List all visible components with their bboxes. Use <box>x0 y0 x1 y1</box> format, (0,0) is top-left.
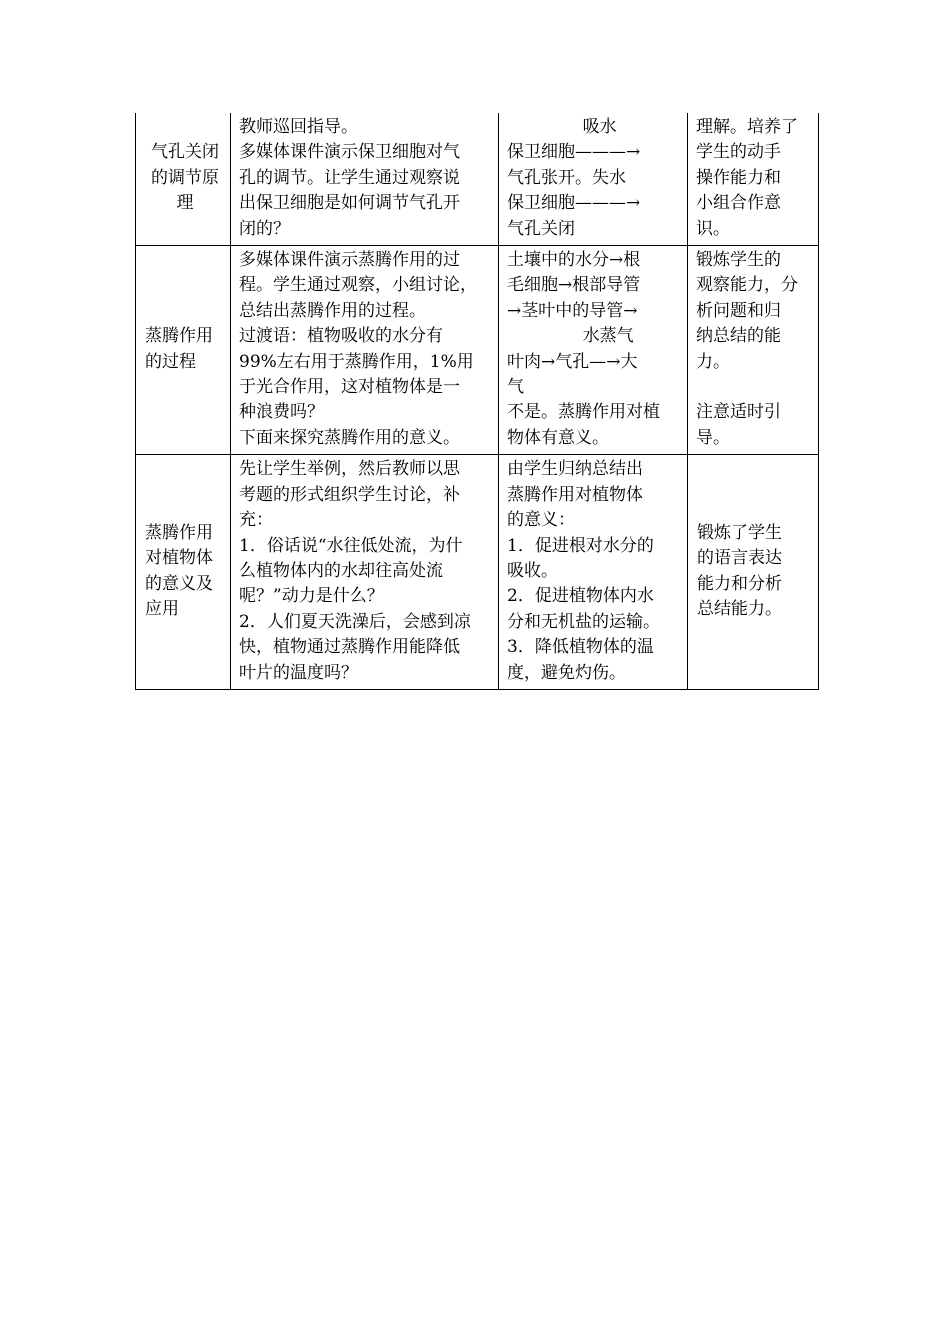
text-line: 分和无机盐的运输。 <box>507 611 660 632</box>
text-line: 操作能力和 <box>696 167 781 188</box>
topic-line: 应用 <box>145 599 179 620</box>
student-activity-cell <box>499 455 688 690</box>
text-line: 99%左右用于蒸腾作用，1%用 <box>239 351 474 372</box>
text-line: 气孔张开。失水 <box>507 167 626 188</box>
text-line: 力。 <box>696 351 730 372</box>
text-line: 土壤中的水分→根 <box>507 250 641 271</box>
text-line: 叶肉→气孔—→大 <box>507 351 638 372</box>
text-line: 气 <box>507 377 524 398</box>
text-line: 锻炼了学生 <box>697 522 782 543</box>
design-purpose-cell <box>688 455 819 690</box>
text-line: 出保卫细胞是如何调节气孔开 <box>239 193 460 214</box>
text-line: 气孔关闭 <box>507 218 575 239</box>
text-line: 识。 <box>696 218 730 239</box>
student-activity-cell <box>499 113 688 246</box>
topic-line: 对植物体 <box>145 548 213 569</box>
blank-line <box>696 375 813 400</box>
text-line: 闭的？ <box>239 218 290 239</box>
text-line: 1．俗话说“水往低处流，为什 <box>239 535 463 556</box>
text-line: 观察能力，分 <box>696 275 798 296</box>
text-line: 3．降低植物体的温 <box>507 637 654 658</box>
text-line: 度，避免灼伤。 <box>507 662 626 683</box>
text-line: 学生的动手 <box>696 142 781 163</box>
text-line: 导。 <box>696 427 730 448</box>
topic-line: 的意义及 <box>145 573 213 594</box>
lesson-plan-table <box>135 113 819 690</box>
text-line: 由学生归纳总结出 <box>507 459 643 480</box>
text-line: 教师巡回指导。 <box>239 117 358 137</box>
text-line: 保卫细胞———→ <box>507 142 641 163</box>
text-line: 快，植物通过蒸腾作用能降低 <box>239 637 460 658</box>
table-row <box>136 246 819 455</box>
topic-line: 蒸腾作用 <box>145 326 213 347</box>
text-line: 物体有意义。 <box>507 427 609 448</box>
text-line: 吸收。 <box>507 560 558 581</box>
text-line: 不是。蒸腾作用对植 <box>507 402 660 423</box>
teacher-activity-cell <box>231 455 499 690</box>
design-purpose-cell <box>688 113 819 246</box>
text-line: 2．促进植物体内水 <box>507 586 654 607</box>
text-line: 2．人们夏天洗澡后，会感到凉 <box>239 611 471 632</box>
text-line: →茎叶中的导管→ <box>507 300 638 321</box>
topic-cell <box>136 113 231 246</box>
text-line: 过渡语：植物吸收的水分有 <box>239 326 443 347</box>
text-line: 先让学生举例，然后教师以思 <box>239 459 460 480</box>
text-line: 多媒体课件演示蒸腾作用的过 <box>239 250 460 271</box>
text-line: 锻炼学生的 <box>696 250 781 271</box>
text-line: 考题的形式组织学生讨论，补 <box>239 484 460 505</box>
table-row <box>136 113 819 246</box>
text-line: 种浪费吗？ <box>239 402 324 423</box>
topic-line: 蒸腾作用 <box>145 522 213 543</box>
text-line: 注意适时引 <box>696 402 781 423</box>
design-purpose-cell <box>688 246 819 455</box>
text-line: 析问题和归 <box>696 300 781 321</box>
text-line: 总结能力。 <box>697 599 782 620</box>
text-line: 理解。培养了 <box>696 117 798 137</box>
text-line: 吸水 <box>507 117 617 137</box>
topic-cell <box>136 246 231 455</box>
topic-line: 气孔关闭 <box>151 142 219 163</box>
text-line: 纳总结的能 <box>696 326 781 347</box>
text-line: 的语言表达 <box>697 548 782 569</box>
text-line: 水蒸气 <box>507 326 634 347</box>
teacher-activity-cell <box>231 246 499 455</box>
text-line: 保卫细胞———→ <box>507 193 641 214</box>
teacher-activity-cell <box>231 113 499 246</box>
text-line: 于光合作用，这对植物体是一 <box>239 377 460 398</box>
text-line: 蒸腾作用对植物体 <box>507 484 643 505</box>
topic-cell <box>136 455 231 690</box>
text-line: 的意义： <box>507 510 575 531</box>
topic-line: 的过程 <box>145 351 196 372</box>
text-line: 能力和分析 <box>697 573 782 594</box>
student-activity-cell <box>499 246 688 455</box>
topic-line: 的调节原 <box>151 167 219 188</box>
text-line: 下面来探究蒸腾作用的意义。 <box>239 427 460 448</box>
text-line: 总结出蒸腾作用的过程。 <box>239 300 426 321</box>
text-line: 呢？”动力是什么？ <box>239 586 384 607</box>
text-line: 多媒体课件演示保卫细胞对气 <box>239 142 460 163</box>
text-line: 毛细胞→根部导管 <box>507 275 641 296</box>
text-line: 么植物体内的水却往高处流 <box>239 560 443 581</box>
text-line: 程。学生通过观察，小组讨论， <box>239 275 477 296</box>
text-line: 小组合作意 <box>696 193 781 214</box>
topic-line: 理 <box>176 193 194 214</box>
table-row <box>136 455 819 690</box>
text-line: 孔的调节。让学生通过观察说 <box>239 167 460 188</box>
text-line: 叶片的温度吗？ <box>239 662 358 683</box>
text-line: 充： <box>239 510 273 531</box>
text-line: 1．促进根对水分的 <box>507 535 654 556</box>
